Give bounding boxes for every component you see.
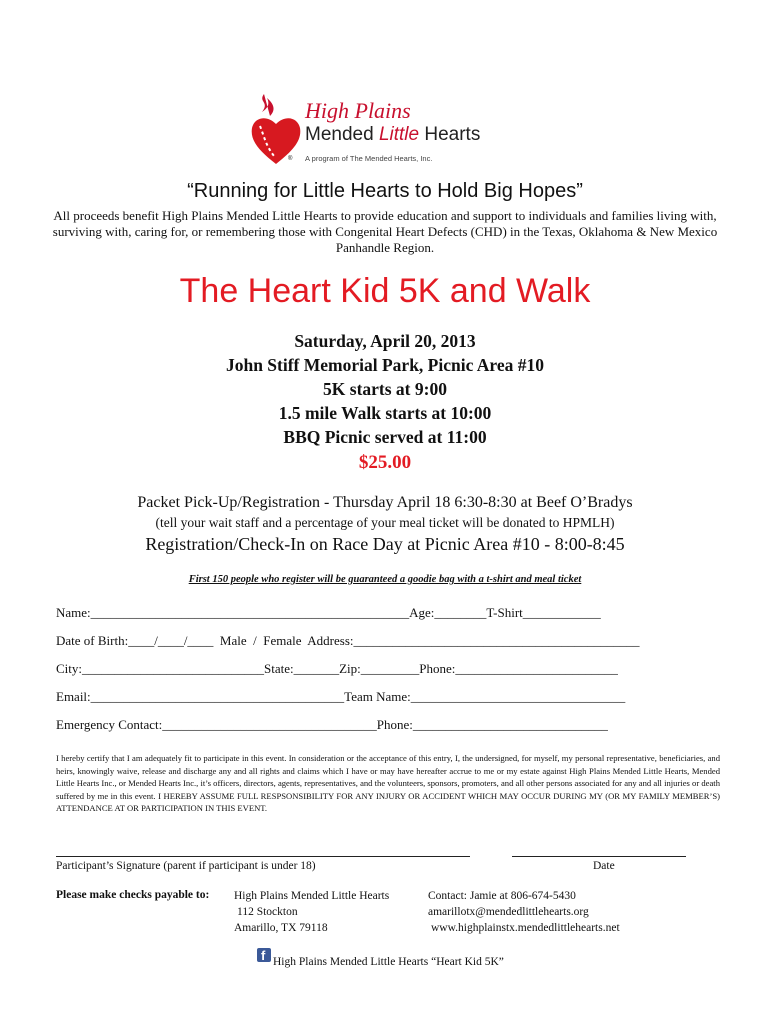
checks-payable-label: Please make checks payable to:: [56, 889, 210, 901]
walk-start-time: 1.5 mile Walk starts at 10:00: [278, 403, 492, 423]
payee-address: [234, 888, 389, 936]
payee-city: Amarillo, TX 79118: [234, 922, 328, 934]
signature-label: Participant’s Signature (parent if participant is under 18): [56, 860, 316, 872]
contact-email[interactable]: amarillotx@mendedlittlehearts.org: [428, 906, 589, 918]
logo-mended: Mended: [305, 124, 379, 145]
date-line[interactable]: [512, 856, 686, 857]
contact-website[interactable]: www.highplainstx.mendedlittlehearts.net: [431, 922, 620, 934]
contact-info: [428, 888, 620, 936]
proceeds-statement: All proceeds benefit High Plains Mended Little Hearts to provide education and support to individuals and families living with, surviving with, caring for, or remembering those with Congenital Heart Defects (CHD) in the Texas, Oklahoma & New Mexico Panhandle Region.: [52, 208, 718, 255]
date-label: Date: [593, 860, 615, 872]
payee-name: High Plains Mended Little Hearts: [234, 890, 390, 902]
entry-price: $25.00: [358, 452, 412, 473]
dob-gender-address-field[interactable]: Date of Birth:____/____/____ Male / Female Address:____________________________________________: [56, 633, 640, 648]
facebook-icon: f: [257, 948, 271, 962]
logo-little: Little: [378, 124, 420, 145]
name-age-tshirt-field[interactable]: Name:_________________________________________________Age:________T-Shirt____________: [56, 605, 601, 620]
logo-line-high-plains: High Plains: [305, 98, 411, 123]
event-date: Saturday, April 20, 2013: [294, 331, 476, 351]
registered-mark: ®: [288, 156, 293, 162]
logo-hearts: Hearts: [419, 124, 481, 145]
tagline: “Running for Little Hearts to Hold Big Hopes”: [187, 180, 583, 202]
liability-waiver: I hereby certify that I am adequately fit to participate in this event. In consideration or the acceptance of this entry, I, the undersigned, for myself, my personal representative, beneficiaries, and heirs, knowingly waive, release and discharge any and all rights and claims which I have or may have hereafter accrue to me or my estate against High Plains Mended Little Hearts, Mended Little Hearts Inc., or Mended Hearts Inc., it’s officers, directors, agents, representatives, and the volunteers, sponsors, promoters, and all other persons associated for any and all injuries or death suffered by me in this event. I HEREBY ASSUME FULL RESPSONSIBILITY FOR ANY INJURY OR ACCIDENT WHICH MAY OCCUR DURING MY (OR MY FAMILY MEMBER’S) ATTENDANCE AT OR PARTICIPATION IN THIS EVENT.: [56, 753, 720, 814]
logo-subtitle: A program of The Mended Hearts, Inc.: [305, 154, 433, 163]
goodie-bag-notice: First 150 people who register will be guaranteed a goodie bag with a t-shirt and meal ticket: [188, 574, 582, 585]
contact-phone: Contact: Jamie at 806-674-5430: [428, 890, 576, 902]
event-location: John Stiff Memorial Park, Picnic Area #10: [225, 355, 545, 375]
heart-logo-icon: [248, 92, 304, 170]
event-title: The Heart Kid 5K and Walk: [179, 272, 591, 310]
facebook-page-name: High Plains Mended Little Hearts “Heart Kid 5K”: [273, 956, 504, 968]
packet-pickup: Packet Pick-Up/Registration - Thursday April 18 6:30-8:30 at Beef O’Bradys: [137, 494, 633, 511]
race-day-checkin: Registration/Check-In on Race Day at Picnic Area #10 - 8:00-8:45: [145, 534, 625, 554]
signature-line[interactable]: [56, 856, 470, 857]
email-team-field[interactable]: Email:_______________________________________Team Name:_________________________________: [56, 689, 626, 704]
picnic-time: BBQ Picnic served at 11:00: [283, 427, 487, 447]
organization-logo: [248, 92, 538, 170]
payee-street: 112 Stockton: [237, 906, 298, 918]
logo-line-mended-little-hearts: [305, 124, 480, 146]
emergency-contact-field[interactable]: Emergency Contact:_________________________________Phone:______________________________: [56, 717, 608, 732]
city-state-zip-phone-field[interactable]: City:____________________________State:_______Zip:_________Phone:_________________________: [56, 661, 618, 676]
packet-pickup-note: (tell your wait staff and a percentage of your meal ticket will be donated to HPMLH): [155, 515, 615, 530]
5k-start-time: 5K starts at 9:00: [323, 379, 447, 399]
